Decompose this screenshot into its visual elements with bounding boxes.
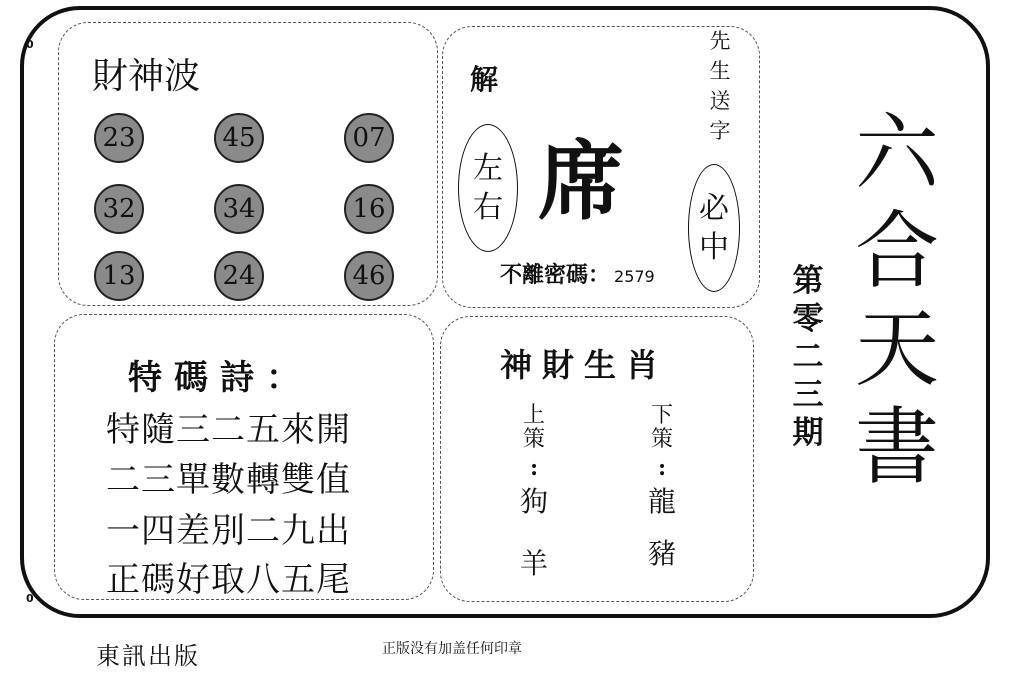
poem-line: 正碼好取八五尾 [106, 560, 351, 600]
upper-label-char: 策 [522, 427, 545, 453]
title-char: 六 [854, 104, 939, 202]
lower-strategy [644, 404, 680, 570]
gift-word-text [708, 26, 732, 146]
poem-line: 一四差別二九出 [106, 511, 351, 551]
main-character: 席 [538, 132, 624, 232]
gift-char: 生 [709, 59, 731, 83]
lower-label-char: 下 [650, 403, 673, 428]
number-ball: 45 [214, 113, 264, 163]
number-ball: 16 [344, 184, 394, 234]
number-ball: 13 [94, 251, 144, 301]
lower-colon: : [657, 455, 667, 482]
number-ball: 34 [214, 184, 264, 234]
issue-char: 第 [792, 263, 824, 299]
issue-number [790, 262, 826, 452]
lower-label-char: 策 [650, 427, 673, 453]
upper-strategy [516, 404, 552, 580]
issue-char: 零 [792, 301, 824, 337]
number-ball: 24 [214, 251, 264, 301]
secret-code-label: 不離密碼： [500, 262, 611, 288]
left-right-ellipse [458, 124, 518, 252]
right-char: 右 [473, 190, 503, 225]
margin-mark-top: 0 [26, 38, 34, 51]
gift-char: 字 [709, 119, 731, 143]
poem-line: 特隨三二五來開 [106, 410, 351, 450]
issue-char: 期 [792, 415, 824, 451]
upper-label-char: 上 [522, 403, 545, 428]
zhong-char: 中 [699, 230, 729, 265]
upper-animal: 羊 [519, 547, 548, 581]
number-ball: 07 [344, 113, 394, 163]
sure-hit-ellipse [688, 164, 740, 292]
number-ball: 46 [344, 251, 394, 301]
secret-code-value: 2579 [614, 267, 655, 286]
title-char: 天 [854, 300, 939, 398]
issue-char: 三 [792, 377, 824, 413]
poem-line: 二三單數轉雙值 [106, 460, 351, 500]
left-char: 左 [473, 151, 503, 186]
lower-animal: 龍 [647, 484, 676, 518]
number-ball: 32 [94, 184, 144, 234]
lower-animal: 豬 [647, 537, 676, 571]
wave-title: 財神波 [92, 56, 201, 97]
number-ball: 23 [94, 113, 144, 163]
publisher: 東訊出版 [96, 642, 200, 670]
stamp-note: 正版没有加盖任何印章 [382, 641, 522, 657]
issue-char: 二 [792, 339, 824, 375]
margin-mark-bottom: 0 [26, 592, 34, 605]
upper-colon: : [529, 455, 539, 482]
upper-animal: 狗 [519, 484, 548, 518]
title-char: 書 [854, 398, 939, 496]
bi-char: 必 [699, 191, 729, 226]
title-char: 合 [854, 202, 939, 300]
gift-char: 先 [709, 29, 731, 53]
poem-title: 特碼詩： [128, 358, 312, 398]
book-title [852, 104, 942, 496]
secret-code-line [500, 258, 655, 289]
jie-label: 解 [470, 63, 499, 96]
gift-char: 送 [709, 89, 731, 113]
zodiac-title: 神財生肖 [500, 346, 669, 384]
